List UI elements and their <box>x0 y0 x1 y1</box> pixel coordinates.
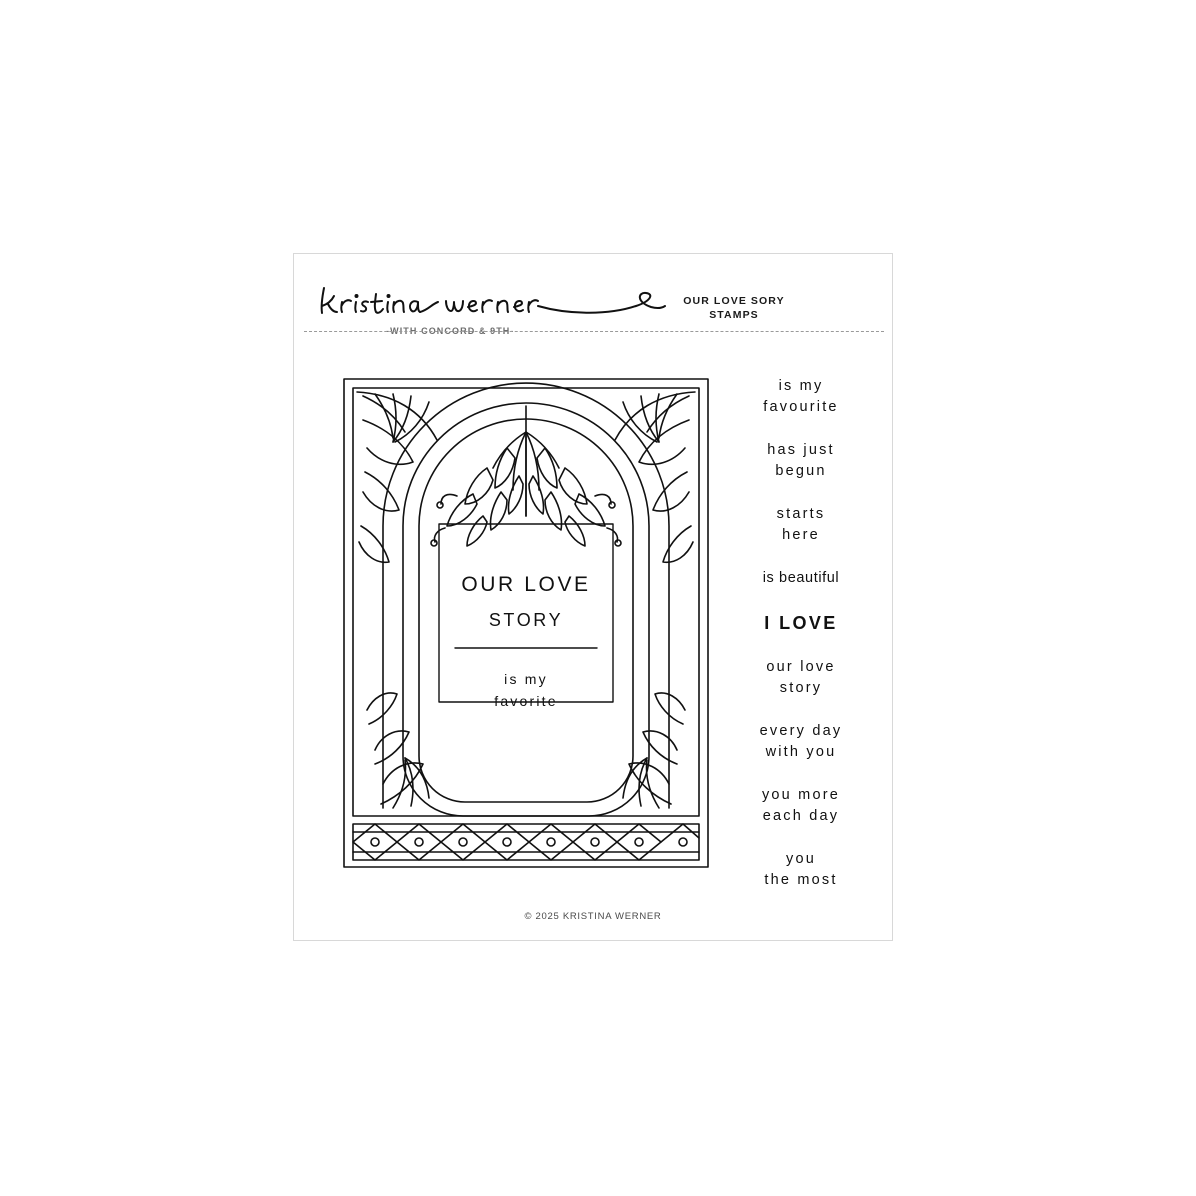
stamp-set-title-line1: OUR LOVE SORY <box>683 295 785 307</box>
stamp-set-sheet <box>293 253 893 941</box>
sentiment-line: you <box>786 851 816 867</box>
artwork-title: OUR LOVE <box>461 573 591 596</box>
sentiment-line: here <box>782 527 820 543</box>
sentiment-stamp-list <box>712 376 890 896</box>
artwork-subtitle: STORY <box>488 610 564 630</box>
sentiment-line: favourite <box>763 399 839 415</box>
artwork-caption-line1: is my <box>504 671 548 687</box>
sentiment-stamp <box>712 721 890 763</box>
sentiment-line: you more <box>761 787 841 803</box>
sentiment-stamp <box>712 657 890 699</box>
artwork-caption-line2: favorite <box>494 693 558 709</box>
sentiment-line: has just <box>767 442 835 458</box>
sentiment-stamp-i-love <box>712 611 890 635</box>
sentiment-line: is beautiful <box>762 570 840 586</box>
stamp-set-title <box>644 294 824 322</box>
sentiment-stamp <box>712 376 890 418</box>
sentiment-line: is my <box>778 378 824 394</box>
sentiment-stamp <box>712 785 890 827</box>
sentiment-line: every day <box>759 723 843 739</box>
sentiment-line: the most <box>764 872 838 888</box>
sentiment-line: story <box>779 680 823 696</box>
sentiment-stamp <box>712 440 890 482</box>
copyright-notice: © 2025 KRISTINA WERNER <box>524 911 662 922</box>
sentiment-line: begun <box>775 463 827 479</box>
arch-frame-illustration <box>341 376 711 870</box>
stamp-artwork <box>341 376 711 870</box>
sentiment-line: I LOVE <box>764 613 838 633</box>
stamp-set-title-line2: STAMPS <box>709 309 759 321</box>
brand-logo <box>306 280 666 346</box>
header-divider <box>304 331 884 332</box>
sentiment-stamp <box>712 568 890 589</box>
sentiment-line: starts <box>776 506 826 522</box>
brand-subtitle: -WITH CONCORD & 9TH- <box>386 326 515 336</box>
sentiment-line: each day <box>762 808 840 824</box>
sentiment-line: our love <box>766 659 836 675</box>
sentiment-line: with you <box>765 744 837 760</box>
sentiment-stamp <box>712 849 890 891</box>
sentiment-stamp <box>712 504 890 546</box>
brand-script-icon <box>306 280 666 324</box>
